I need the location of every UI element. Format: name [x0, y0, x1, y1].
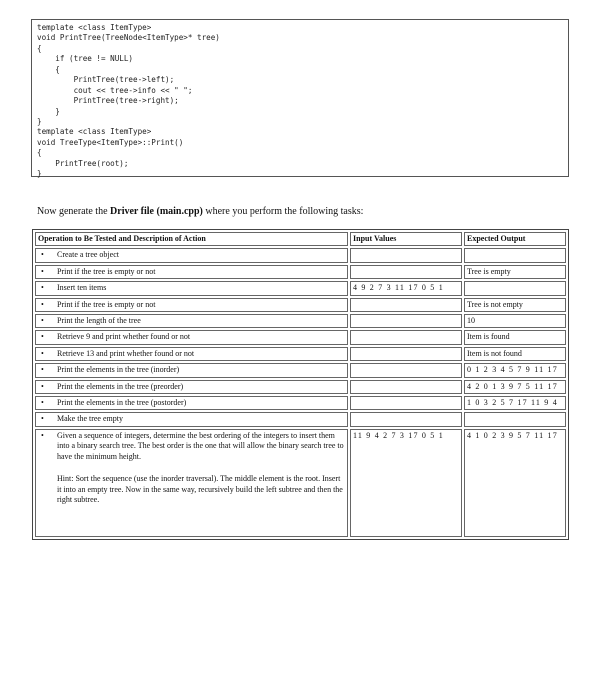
input-cell — [350, 380, 462, 394]
table-row — [35, 281, 566, 295]
input-cell — [350, 347, 462, 361]
code-line: template <class ItemType> — [37, 23, 152, 32]
operation-cell: • Retrieve 13 and print whether found or not — [35, 347, 348, 361]
operation-cell — [35, 429, 348, 537]
code-line: } — [37, 116, 42, 126]
task-description: Given a sequence of integers, determine the best ordering of the integers to insert them into a binary search tree. The best order is the one that will allow the binary search tree to have the minimum height. — [57, 430, 344, 461]
table-row — [35, 412, 566, 426]
input-cell — [350, 330, 462, 344]
input-cell — [350, 396, 462, 410]
table-row — [35, 265, 566, 279]
bullet: • — [41, 381, 44, 391]
intro-text-after: where you perform the following tasks: — [202, 206, 364, 217]
bullet: • — [41, 299, 44, 309]
operation-cell: • Create a tree object — [35, 248, 348, 262]
bullet: • — [41, 266, 44, 276]
code-line: { — [37, 148, 42, 158]
header-expected-output: Expected Output — [464, 232, 566, 246]
table-row — [35, 363, 566, 377]
bullet: • — [41, 348, 44, 358]
output-cell — [464, 412, 566, 426]
intro-text-before: Now generate the — [37, 206, 111, 217]
task-hint: Hint: Sort the sequence (use the inorder traversal). The middle element is the root. Insert it into an empty tree. Now in the same way, recursively build the left subtree and then the right subtree. — [57, 474, 343, 504]
code-line: { — [37, 43, 42, 53]
code-line: { — [37, 64, 60, 74]
bullet: • — [41, 365, 44, 375]
table-row — [35, 380, 566, 394]
operation-cell: • Print the elements in the tree (preorder) — [35, 380, 348, 394]
operation-cell: • Print the elements in the tree (postorder) — [35, 396, 348, 410]
header-operation: Operation to Be Tested and Description of Action — [35, 232, 348, 246]
operation-cell: • Insert ten items — [35, 281, 348, 295]
test-plan-table — [32, 229, 569, 540]
operation-cell: • Retrieve 9 and print whether found or not — [35, 330, 348, 344]
output-cell: Item is found — [464, 330, 566, 344]
bullet: • — [41, 398, 44, 408]
operation-cell: • Print the length of the tree — [35, 314, 348, 328]
code-snippet — [31, 19, 569, 177]
code-line: void TreeType<ItemType>::Print() — [37, 137, 184, 147]
output-cell: Tree is empty — [464, 265, 566, 279]
code-line: void PrintTree(TreeNode<ItemType>* tree) — [37, 33, 220, 43]
code-line: PrintTree(tree->left); — [37, 75, 175, 85]
code-line: template <class ItemType> — [37, 127, 152, 137]
table-row — [35, 330, 566, 344]
table-row — [35, 396, 566, 410]
table-row — [35, 347, 566, 361]
table-row-optimal-ordering — [35, 429, 566, 537]
bullet: • — [41, 250, 44, 260]
table-row — [35, 248, 566, 262]
operation-cell: • Make the tree empty — [35, 412, 348, 426]
bullet: • — [41, 283, 44, 293]
table-header-row — [35, 232, 566, 246]
output-cell: 1 0 3 2 5 7 17 11 9 4 — [464, 396, 566, 410]
output-cell: Tree is not empty — [464, 298, 566, 312]
input-cell — [350, 363, 462, 377]
input-cell — [350, 314, 462, 328]
output-cell: 10 — [464, 314, 566, 328]
code-line: PrintTree(tree->right); — [37, 96, 179, 106]
task-instructions — [37, 206, 363, 217]
code-line: if (tree != NULL) — [37, 54, 134, 64]
input-cell — [350, 248, 462, 262]
driver-file-name: Driver file (main.cpp) — [110, 206, 203, 217]
code-line: PrintTree(root); — [37, 158, 129, 168]
operation-cell: • Print if the tree is empty or not — [35, 265, 348, 279]
code-line: cout << tree->info << " "; — [37, 85, 193, 95]
code-line: } — [37, 169, 42, 179]
output-cell: 4 1 0 2 3 9 5 7 11 17 — [464, 429, 566, 537]
code-line: } — [37, 106, 60, 116]
output-cell: Item is not found — [464, 347, 566, 361]
input-cell: 4 9 2 7 3 11 17 0 5 1 — [350, 281, 462, 295]
output-cell — [464, 281, 566, 295]
output-cell — [464, 248, 566, 262]
output-cell: 0 1 2 3 4 5 7 9 11 17 — [464, 363, 566, 377]
table-row — [35, 298, 566, 312]
header-input-values: Input Values — [350, 232, 462, 246]
bullet: • — [41, 414, 44, 424]
operation-cell: • Print if the tree is empty or not — [35, 298, 348, 312]
input-cell — [350, 298, 462, 312]
operation-cell: • Print the elements in the tree (inorder) — [35, 363, 348, 377]
input-cell — [350, 412, 462, 426]
output-cell: 4 2 0 1 3 9 7 5 11 17 — [464, 380, 566, 394]
bullet: • — [41, 430, 44, 440]
input-cell: 11 9 4 2 7 3 17 0 5 1 — [350, 429, 462, 537]
bullet: • — [41, 332, 44, 342]
bullet: • — [41, 316, 44, 326]
input-cell — [350, 265, 462, 279]
table-row — [35, 314, 566, 328]
